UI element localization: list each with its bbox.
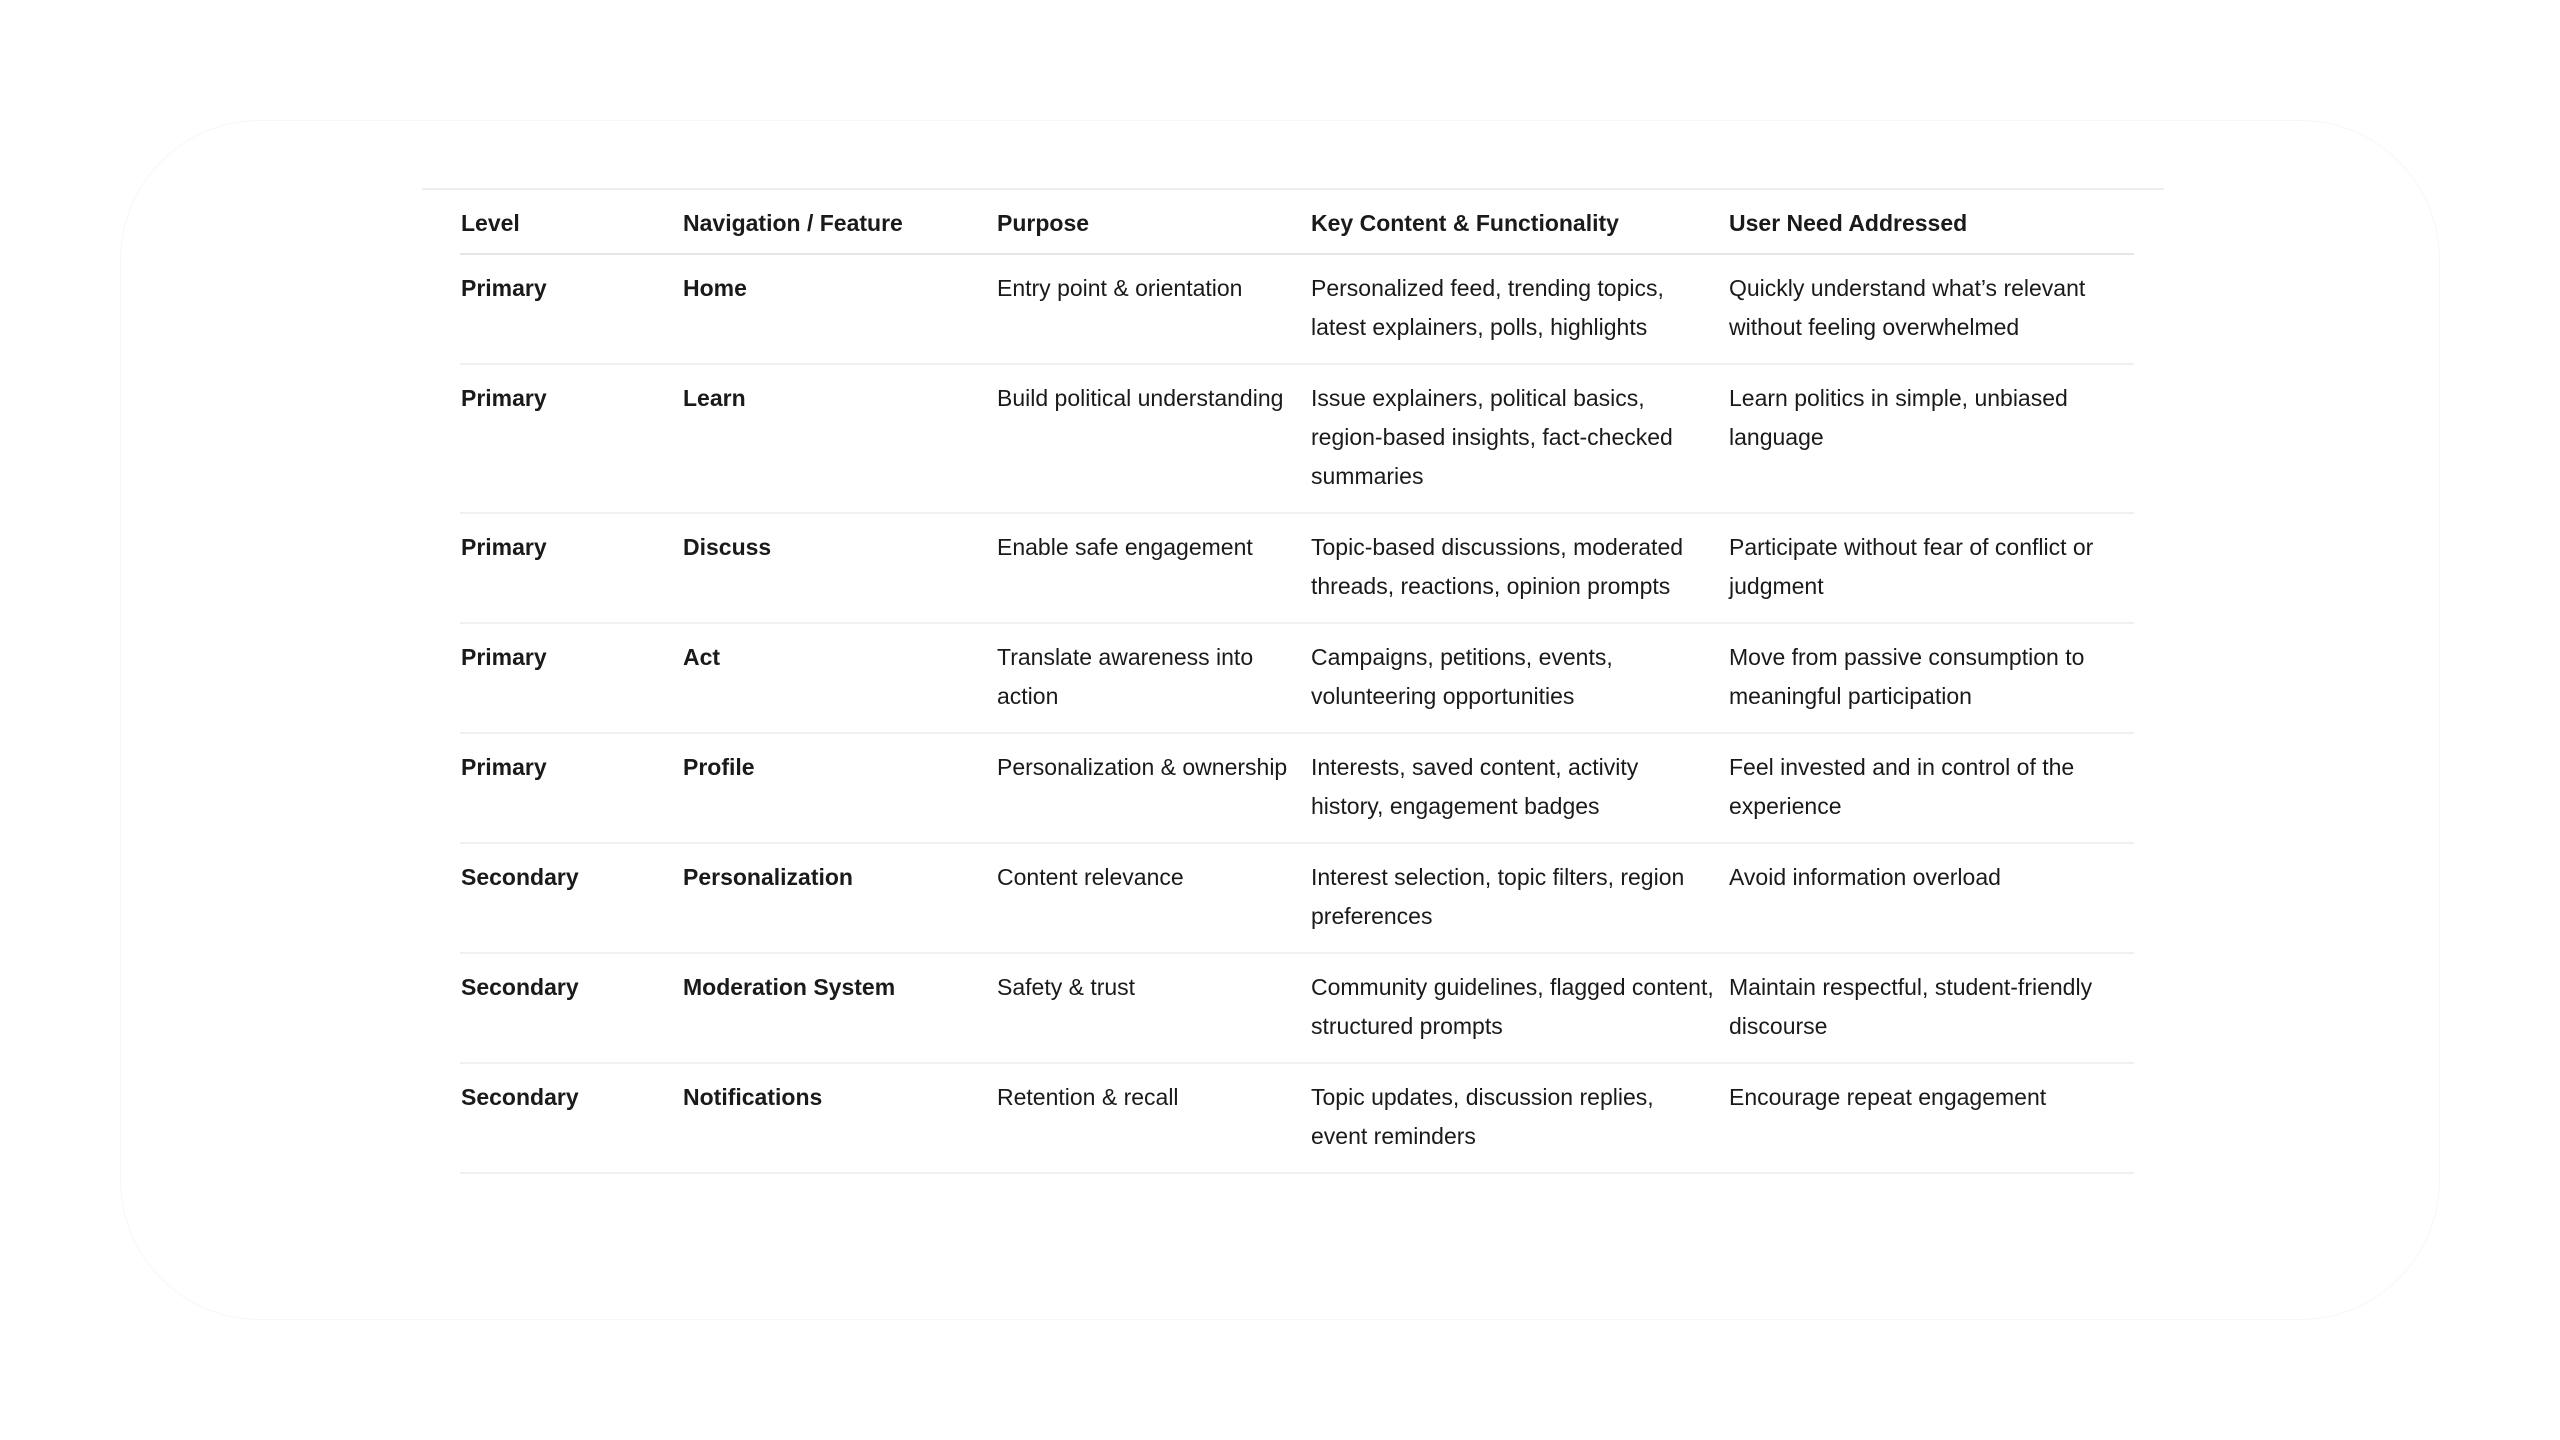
cell-feature: Learn	[682, 364, 996, 513]
cell-purpose: Content relevance	[996, 843, 1310, 953]
header-key-content: Key Content & Functionality	[1310, 190, 1728, 254]
header-user-need: User Need Addressed	[1728, 190, 2134, 254]
cell-need: Participate without fear of conflict or judgment	[1728, 513, 2134, 623]
table-row	[460, 513, 2134, 623]
cell-content: Issue explainers, political basics, region-based insights, fact-checked summaries	[1310, 364, 1728, 513]
table-row	[460, 953, 2134, 1063]
navigation-feature-table	[460, 190, 2134, 1174]
cell-purpose: Entry point & orientation	[996, 254, 1310, 364]
cell-need: Encourage repeat engagement	[1728, 1063, 2134, 1173]
cell-content: Topic updates, discussion replies, event reminders	[1310, 1063, 1728, 1173]
cell-need: Learn politics in simple, unbiased language	[1728, 364, 2134, 513]
cell-level: Secondary	[460, 843, 682, 953]
cell-need: Quickly understand what’s relevant without feeling overwhelmed	[1728, 254, 2134, 364]
cell-purpose: Personalization & ownership	[996, 733, 1310, 843]
cell-level: Primary	[460, 623, 682, 733]
cell-purpose: Enable safe engagement	[996, 513, 1310, 623]
cell-level: Primary	[460, 513, 682, 623]
header-level: Level	[460, 190, 682, 254]
table-row	[460, 1063, 2134, 1173]
cell-content: Personalized feed, trending topics, latest explainers, polls, highlights	[1310, 254, 1728, 364]
cell-level: Primary	[460, 364, 682, 513]
table-container	[422, 188, 2164, 1174]
cell-feature: Act	[682, 623, 996, 733]
cell-feature: Moderation System	[682, 953, 996, 1063]
cell-content: Community guidelines, flagged content, structured prompts	[1310, 953, 1728, 1063]
cell-level: Secondary	[460, 1063, 682, 1173]
cell-feature: Notifications	[682, 1063, 996, 1173]
table-header-row	[460, 190, 2134, 254]
cell-need: Maintain respectful, student-friendly discourse	[1728, 953, 2134, 1063]
cell-purpose: Build political understanding	[996, 364, 1310, 513]
cell-feature: Discuss	[682, 513, 996, 623]
cell-content: Topic-based discussions, moderated threads, reactions, opinion prompts	[1310, 513, 1728, 623]
table-row	[460, 733, 2134, 843]
cell-level: Primary	[460, 254, 682, 364]
header-navigation-feature: Navigation / Feature	[682, 190, 996, 254]
cell-feature: Personalization	[682, 843, 996, 953]
cell-purpose: Retention & recall	[996, 1063, 1310, 1173]
cell-need: Move from passive consumption to meaningful participation	[1728, 623, 2134, 733]
cell-feature: Profile	[682, 733, 996, 843]
cell-need: Feel invested and in control of the experience	[1728, 733, 2134, 843]
table-row	[460, 364, 2134, 513]
cell-purpose: Safety & trust	[996, 953, 1310, 1063]
cell-feature: Home	[682, 254, 996, 364]
header-purpose: Purpose	[996, 190, 1310, 254]
cell-level: Secondary	[460, 953, 682, 1063]
table-row	[460, 623, 2134, 733]
table-row	[460, 254, 2134, 364]
cell-purpose: Translate awareness into action	[996, 623, 1310, 733]
table-row	[460, 843, 2134, 953]
cell-level: Primary	[460, 733, 682, 843]
cell-content: Interests, saved content, activity history, engagement badges	[1310, 733, 1728, 843]
cell-content: Interest selection, topic filters, region preferences	[1310, 843, 1728, 953]
cell-content: Campaigns, petitions, events, volunteering opportunities	[1310, 623, 1728, 733]
cell-need: Avoid information overload	[1728, 843, 2134, 953]
